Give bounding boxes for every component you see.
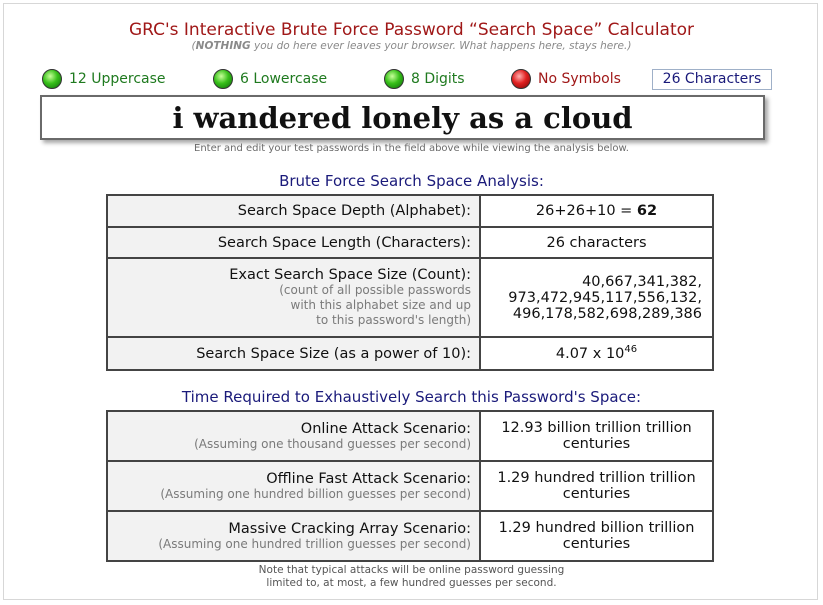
footer-note: Note that typical attacks will be online password guessing limited to, at most, a few hundred guesses per second. — [258, 564, 565, 589]
indicator-symbols — [511, 66, 621, 92]
row-label: Offline Fast Attack Scenario: (Assuming one hundred billion guesses per second) — [107, 461, 480, 511]
row-label: Online Attack Scenario: (Assuming one thousand guesses per second) — [107, 411, 480, 461]
green-light-icon — [384, 69, 404, 89]
password-input[interactable] — [42, 97, 763, 138]
character-count-badge: 26 Characters — [652, 69, 772, 90]
indicator-lowercase — [213, 66, 327, 92]
table-row — [107, 195, 713, 227]
password-field-container — [40, 95, 765, 140]
alphabet-depth-value: 26+26+10 = 62 — [480, 195, 713, 227]
table-row — [107, 258, 713, 337]
page-subtitle: (NOTHING you do here ever leaves your browser. What happens here, stays here.) — [191, 40, 632, 52]
power-of-ten-value: 4.07 x $10^{46}$ — [480, 337, 713, 370]
row-label: Search Space Size (as a power of 10): — [107, 337, 480, 370]
table-row — [107, 511, 713, 561]
table-row — [107, 411, 713, 461]
offline-attack-value: 1.29 hundred trillion trillion centuries — [480, 461, 713, 511]
indicator-digits — [384, 66, 465, 92]
password-hint: Enter and edit your test passwords in the field above while viewing the analysis below. — [194, 143, 629, 154]
exact-count-value: 40,667,341,382, 973,472,945,117,556,132, 496,178,582,698,289,386 — [480, 258, 713, 337]
green-light-icon — [213, 69, 233, 89]
row-label: Search Space Length (Characters): — [107, 227, 480, 258]
analysis-table — [106, 194, 714, 371]
subtitle-emphasis: NOTHING — [195, 40, 251, 52]
red-light-icon — [511, 69, 531, 89]
indicator-label: 12 Uppercase — [69, 71, 166, 87]
time-table — [106, 410, 714, 562]
table-row — [107, 461, 713, 511]
analysis-heading: Brute Force Search Space Analysis: — [279, 172, 544, 190]
row-label: Massive Cracking Array Scenario: (Assuming one hundred trillion guesses per second) — [107, 511, 480, 561]
indicator-label: 6 Lowercase — [240, 71, 328, 87]
table-row — [107, 337, 713, 370]
green-light-icon — [42, 69, 62, 89]
length-value: 26 characters — [480, 227, 713, 258]
online-attack-value: 12.93 billion trillion trillion centuries — [480, 411, 713, 461]
time-heading: Time Required to Exhaustively Search this Password's Space: — [181, 388, 642, 406]
massive-array-value: 1.29 hundred billion trillion centuries — [480, 511, 713, 561]
indicator-label: No Symbols — [538, 71, 621, 87]
indicator-uppercase — [42, 66, 166, 92]
page-title: GRC's Interactive Brute Force Password “Search Space” Calculator — [128, 20, 695, 40]
row-label: Search Space Depth (Alphabet): — [107, 195, 480, 227]
indicator-label: 8 Digits — [411, 71, 465, 87]
table-row — [107, 227, 713, 258]
row-label: Exact Search Space Size (Count): (count of all possible passwords with this alphabet size and up to this password's length) — [107, 258, 480, 337]
